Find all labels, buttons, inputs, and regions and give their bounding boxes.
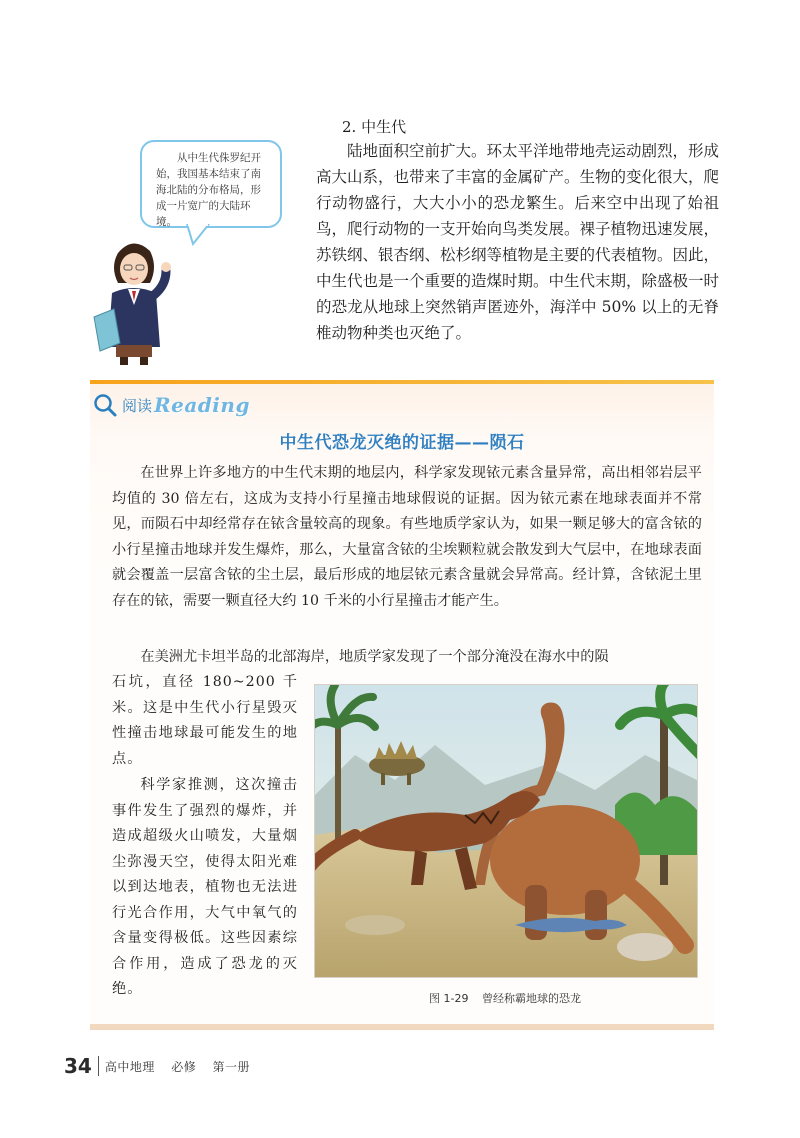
page-footer — [64, 1054, 262, 1078]
teacher-illustration — [88, 235, 178, 365]
section-body: 陆地面积空前扩大。环太平洋地带地壳运动剧烈，形成高大山系，也带来了丰富的金属矿产。生物的变化很大，爬行动物盛行，大大小小的恐龙繁生。后来空中出现了始祖鸟，爬行动物的一支开始向鸟类发展。裸子植物迅速发展，苏铁纲、银杏纲、松杉纲等植物是主要的代表植物。因此，中生代也是一个重要的造煤时期。中生代末期，除盛极一时的恐龙从地球上突然销声匿迹外，海洋中 50% 以上的无脊椎动物种类也灭绝了。 — [316, 142, 720, 342]
figure-caption — [314, 990, 696, 1006]
book-title — [105, 1058, 262, 1075]
book-part: 第一册 — [212, 1059, 251, 1074]
reading-label-en: Reading — [154, 393, 250, 417]
book-volume: 必修 — [171, 1059, 197, 1074]
footer-divider — [98, 1056, 99, 1076]
figure-caption-text: 曾经称霸地球的恐龙 — [481, 992, 581, 1005]
reading-paragraph-3: 科学家推测，这次撞击事件发生了强烈的爆炸，并造成超级火山喷发，大量烟尘弥漫天空，使得太阳光难以到达地表，植物也无法进行光合作用，大气中氧气的含量变得极低。这些因素综合作用，造成了恐龙的灭绝。 — [112, 777, 298, 997]
section-heading: 2. 中生代 — [342, 118, 407, 136]
reading-box-bottom-rule — [90, 1024, 714, 1030]
magnifier-icon — [92, 392, 118, 418]
reading-label: 阅读 — [122, 396, 153, 415]
reading-paragraph-1: 在世界上许多地方的中生代末期的地层内，科学家发现铱元素含量异常，高出相邻岩层平均值的 30 倍左右，这成为支持小行星撞击地球假说的证据。因为铱元素在地球表面并不常见，而陨石中却经常存在铱含量较高的现象。有些地质学家认为，如果一颗足够大的富含铱的小行星撞击地球并发生爆炸，那么，大量富含铱的尘埃颗粒就会散发到大气层中，在地球表面就会覆盖一层富含铱的尘土层，最后形成的地层铱元素含量就会异常高。经计算，含铱泥土里存在的铱，需要一颗直径大约 10 千米的小行星撞击才能产生。 — [112, 465, 702, 609]
reading-title: 中生代恐龙灭绝的证据——陨石 — [279, 433, 525, 453]
reading-paragraph-2-continued: 石坑，直径 180~200 千米。这是中生代小行星毁灭性撞击地球最可能发生的地点。 — [112, 674, 298, 767]
dinosaur-illustration — [314, 684, 698, 978]
reading-tab — [92, 392, 250, 418]
sidebar-note-bubble: 从中生代侏罗纪开始，我国基本结束了南海北陆的分布格局，形成一片宽广的大陆环境。 — [140, 140, 282, 228]
reading-box-top-rule — [90, 380, 714, 384]
speech-bubble-tail — [185, 224, 215, 246]
page-number: 34 — [64, 1054, 92, 1078]
book-name: 高中地理 — [104, 1059, 155, 1074]
reading-paragraph-2: 在美洲尤卡坦半岛的北部海岸，地质学家发现了一个部分淹没在海水中的陨 — [140, 649, 609, 665]
figure-number: 图 1-29 — [429, 992, 469, 1005]
dinosaur-scene — [315, 685, 697, 977]
